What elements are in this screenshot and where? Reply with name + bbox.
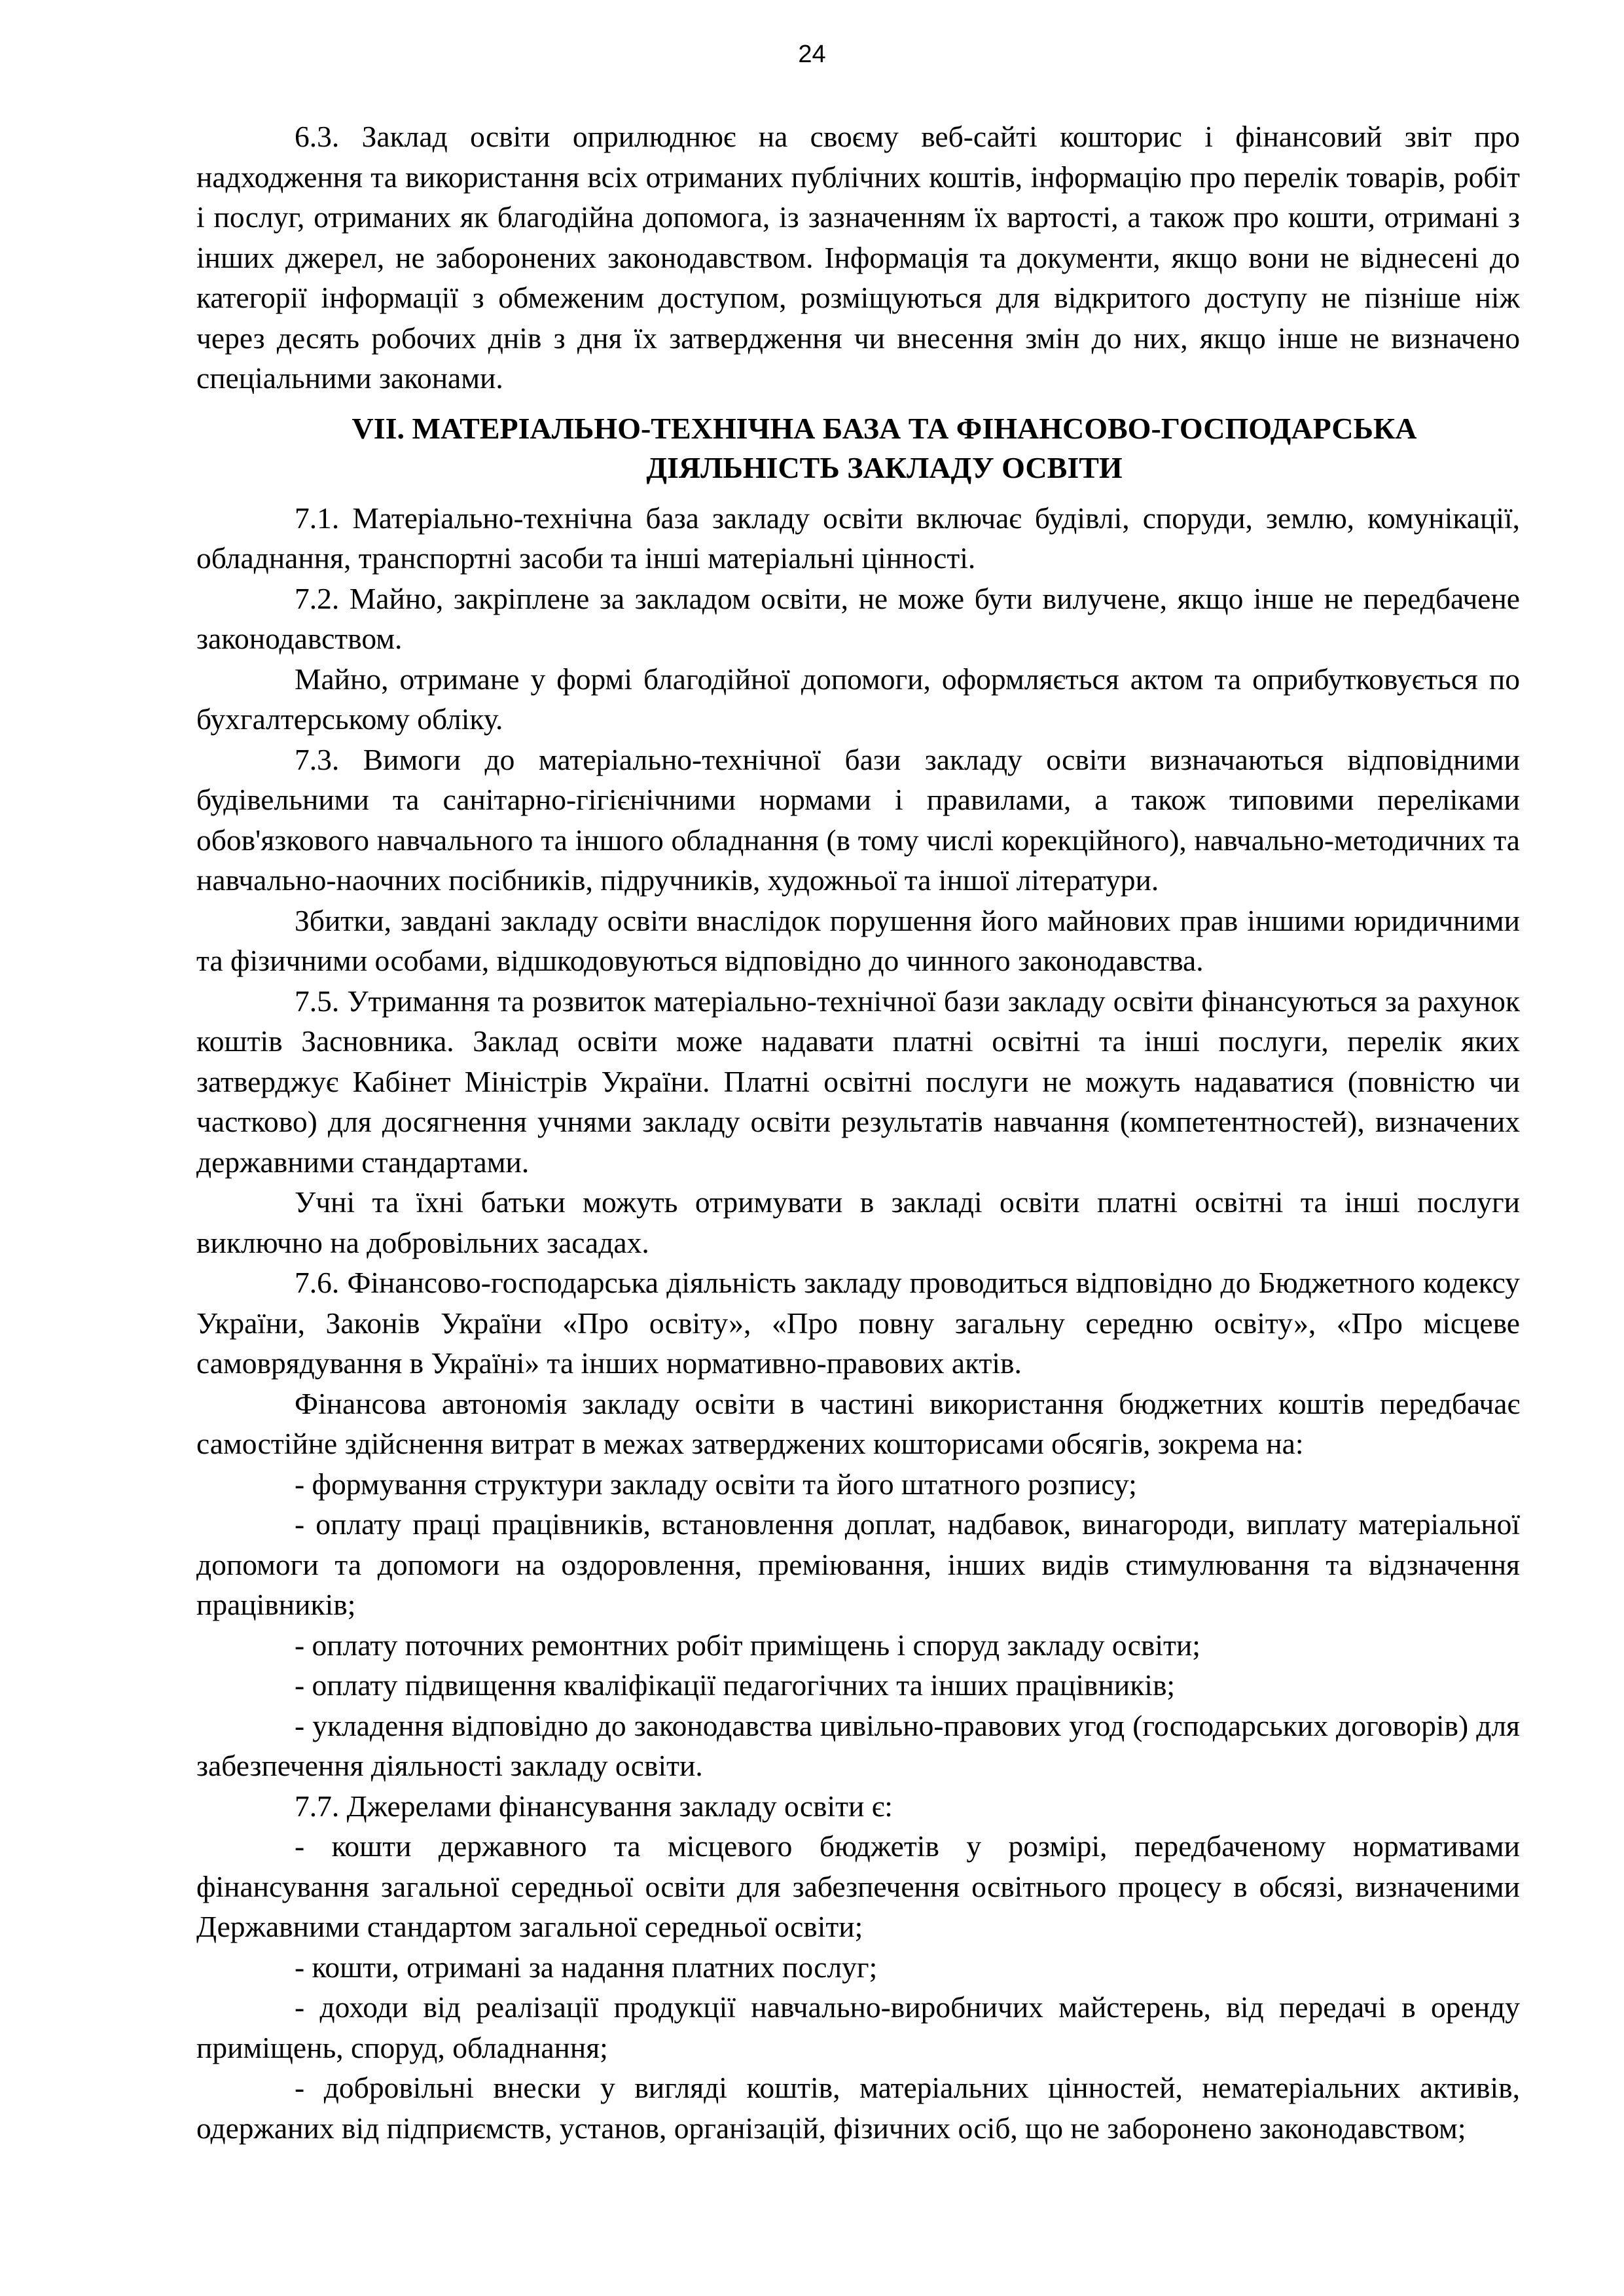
paragraph: Фінансова автономія закладу освіти в частині використання бюджетних коштів передбачає самостійне здійснення витрат в межах затверджених кошторисами обсягів, зокрема на: (196, 1386, 1520, 1460)
paragraph: - формування структури закладу освіти та його штатного розпису; (295, 1467, 1137, 1501)
paragraph: - укладення відповідно до законодавства цивільно-правових угод (господарських договорів) для забезпечення діяльності закладу освіти. (196, 1708, 1520, 1782)
paragraph: - добровільні внески у вигляді коштів, матеріальних цінностей, нематеріальних активів, одержаних від підприємств, установ, організацій, фізичних осіб, що не заборонено законодавством; (196, 2071, 1520, 2145)
section-heading (196, 409, 1520, 488)
paragraph: 7.3. Вимоги до матеріально-технічної бази закладу освіти визначаються відповідними будівельними та санітарно-гігієнічними нормами і правилами, а також типовими переліками обов'язкового навчального та іншого обладнання (в тому числі корекційного), навчально-методичних та навчально-наочних посібників, підручників, художньої та іншої літератури. (196, 742, 1520, 897)
paragraph: 7.5. Утримання та розвиток матеріально-технічної бази закладу освіти фінансуються за рахунок коштів Засновника. Заклад освіти може надавати платні освітні та інші послуги, перелік яких затверджує Кабінет Міністрів України. Платні освітні послуги не можуть надаватися (повністю чи частково) для досягнення учнями закладу освіти результатів навчання (компетентностей), визначених державними стандартами. (196, 984, 1520, 1179)
paragraph: Учні та їхні батьки можуть отримувати в закладі освіти платні освітні та інші послуги виключно на добровільних засадах. (196, 1185, 1520, 1259)
paragraph: Збитки, завдані закладу освіти внаслідок порушення його майнових прав іншими юридичними та фізичними особами, відшкодовуються відповідно до чинного законодавства. (196, 903, 1520, 977)
paragraph: - оплату підвищення кваліфікації педагогічних та інших працівників; (295, 1668, 1176, 1702)
paragraph: - оплату поточних ремонтних робіт приміщень і споруд закладу освіти; (295, 1628, 1200, 1662)
paragraph: - доходи від реалізації продукції навчально-виробничих майстерень, від передачі в оренду приміщень, споруд, обладнання; (196, 1990, 1520, 2064)
heading-line-2: ДІЯЛЬНІСТЬ ЗАКЛАДУ ОСВІТИ (646, 450, 1123, 484)
heading-line-1: VII. МАТЕРІАЛЬНО-ТЕХНІЧНА БАЗА ТА ФІНАНСОВО-ГОСПОДАРСЬКА (352, 411, 1417, 445)
paragraph: Майно, отримане у формі благодійної допомоги, оформляється актом та оприбутковується по бухгалтерському обліку. (196, 662, 1520, 736)
paragraph: - кошти державного та місцевого бюджетів у розмірі, передбаченому нормативами фінансування загальної середньої освіти для забезпечення освітнього процесу в обсязі, визначеними Державними стандартом загальної середньої освіти; (196, 1829, 1520, 1943)
paragraph: 7.2. Майно, закріплене за закладом освіти, не може бути вилучене, якщо інше не передбачене законодавством. (196, 581, 1520, 655)
paragraph: 7.7. Джерелами фінансування закладу освіти є: (295, 1789, 893, 1823)
page-number: 24 (798, 41, 826, 68)
paragraph: 7.6. Фінансово-господарська діяльність закладу проводиться відповідно до Бюджетного кодексу України, Законів України «Про освіту», «Про повну загальну середню освіту», «Про місцеве самоврядування в Україні» та інших нормативно-правових актів. (196, 1266, 1520, 1380)
paragraph-6-3: 6.3. Заклад освіти оприлюднює на своєму веб-сайті кошторис і фінансовий звіт про надходження та використання всіх отриманих публічних коштів, інформацію про перелік товарів, робіт і послуг, отриманих як благодійна допомога, із зазначенням їх вартості, а також про кошти, отримані з інших джерел, не заборонених законодавством. Інформація та документи, якщо вони не віднесені до категорії інформації з обмеженим доступом, розміщуються для відкритого доступу не пізніше ніж через десять робочих днів з дня їх затвердження чи внесення змін до них, якщо інше не визначено спеціальними законами. (196, 120, 1520, 395)
paragraph: 7.1. Матеріально-технічна база закладу освіти включає будівлі, споруди, землю, комунікації, обладнання, транспортні засоби та інші матеріальні цінності. (196, 501, 1520, 575)
section-7-paragraphs (196, 498, 1520, 2149)
paragraph: - кошти, отримані за надання платних послуг; (295, 1950, 878, 1984)
document-body (196, 117, 1520, 2148)
paragraph: - оплату праці працівників, встановлення доплат, надбавок, винагороди, виплату матеріальної допомоги та допомоги на оздоровлення, преміювання, інших видів стимулювання та відзначення працівників; (196, 1507, 1520, 1621)
